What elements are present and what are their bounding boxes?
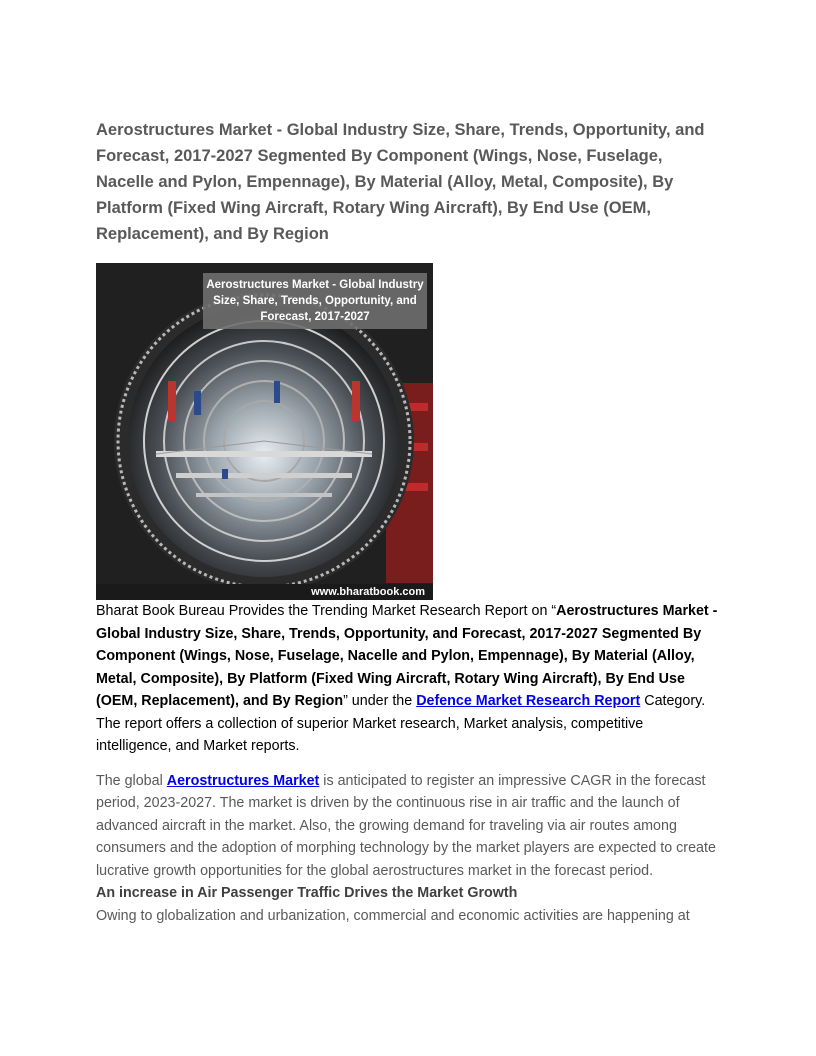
para1-suffix: is anticipated to register an impressive CAGR in the forecast period, 2023-2027. The market is driven by the continuous rise in air traffic and the launch of advanced aircraft in the market. Also, the growing demand for traveling via air routes among consumers and the adoption of morphing technology by the market players are expected to create lucrative growth opportunities for the global aerostructures market in the forecast period. — [96, 772, 716, 879]
section-subheading: An increase in Air Passenger Traffic Drives the Market Growth — [96, 885, 518, 901]
intro-suffix: Category. The report offers a collection of superior Market research, Market analysis, competitive intelligence, and Market reports. — [96, 693, 706, 754]
intro-prefix: Bharat Book Bureau Provides the Trending Market Research Report on “ — [96, 603, 557, 619]
market-overview-paragraph — [96, 770, 720, 883]
image-watermark: www.bharatbook.com — [96, 584, 433, 600]
defence-market-report-link[interactable]: Defence Market Research Report — [416, 693, 641, 709]
report-cover-image — [96, 263, 433, 600]
globalization-paragraph: Owing to globalization and urbanization, commercial and economic activities are happening at — [96, 907, 690, 924]
intro-middle: ” under the — [343, 693, 417, 709]
report-title: Aerostructures Market - Global Industry Size, Share, Trends, Opportunity, and Forecast, 2017-2027 Segmented By Component (Wings, Nose, Fuselage, Nacelle and Pylon, Empennage), By Material (Alloy, Metal, Composite), By Platform (Fixed Wing Aircraft, Rotary Wing Aircraft), By End Use (OEM, Replacement), and By Region — [96, 121, 705, 243]
intro-paragraph — [96, 600, 720, 758]
document-page — [96, 117, 720, 927]
para1-prefix: The global — [96, 772, 167, 789]
intro-report-name: Aerostructures Market - Global Industry Size, Share, Trends, Opportunity, and Forecast, 2017-2027 Segmented By Component (Wings, Nose, Fuselage, Nacelle and Pylon, Empennage), By Material (Alloy, Metal, Composite), By Platform (Fixed Wing Aircraft, Rotary Wing Aircraft), By End Use (OEM, Replacement), and By Region — [96, 603, 718, 709]
aerostructures-market-link[interactable]: Aerostructures Market — [166, 772, 320, 789]
image-banner-text: Aerostructures Market - Global Industry Size, Share, Trends, Opportunity, and Forecast, 2017-2027 — [203, 273, 427, 329]
